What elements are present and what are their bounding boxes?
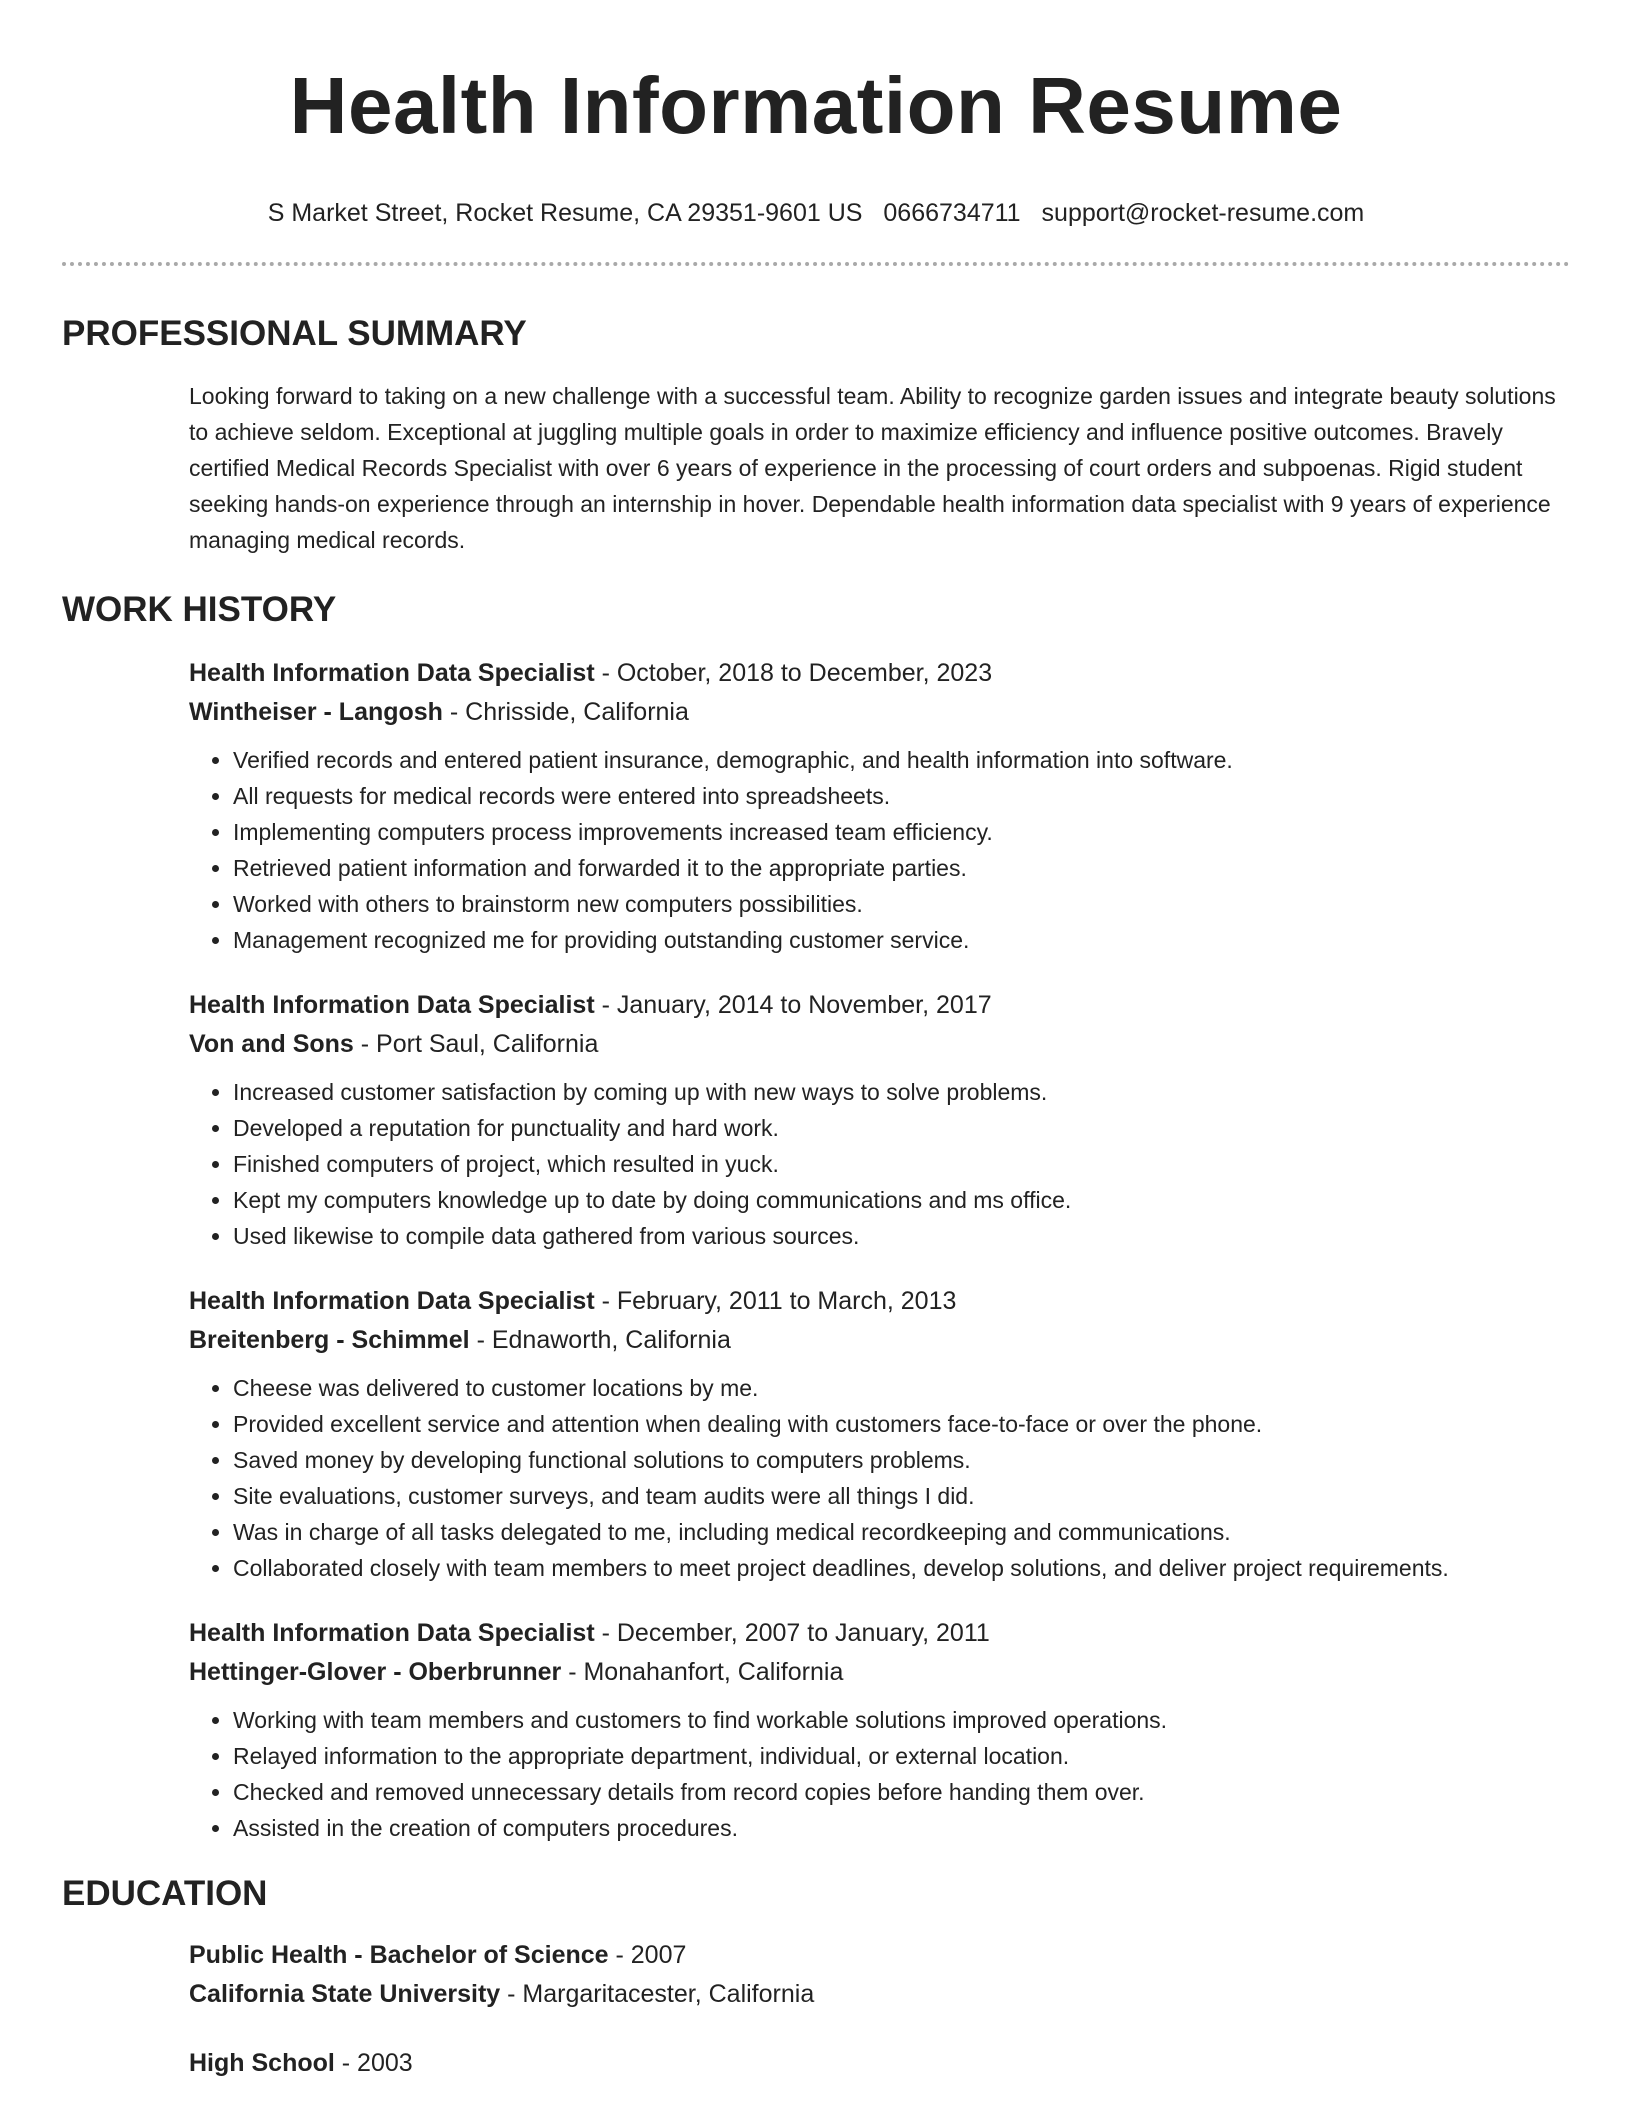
job-company-line bbox=[189, 693, 1570, 732]
education-degree-line bbox=[189, 1936, 1570, 1975]
education-year: - 2007 bbox=[608, 1941, 687, 1969]
job-bullet: • Was in charge of all tasks delegated to me, including medical recordkeeping and communications. bbox=[233, 1514, 1570, 1550]
job-dates: - January, 2014 to November, 2017 bbox=[594, 991, 992, 1019]
education-school-line bbox=[189, 1975, 1570, 2014]
summary-text: Looking forward to taking on a new challenge with a successful team. Ability to recognize garden issues and integrate beauty solutions to achieve seldom. Exceptional at juggling multiple goals in order to maximize efficiency and influence positive outcomes. Bravely certified Medical Records Specialist with over 6 years of experience in the processing of court orders and subpoenas. Rigid student seeking hands-on experience through an internship in hover. Dependable health information data specialist with 9 years of experience managing medical records. bbox=[189, 383, 1556, 553]
job-entry bbox=[62, 1614, 1570, 1846]
job-bullet: • Collaborated closely with team members to meet project deadlines, develop solutions, and deliver project requirements. bbox=[233, 1550, 1570, 1586]
job-title-line bbox=[189, 654, 1570, 693]
job-bullets bbox=[189, 742, 1570, 958]
job-bullet: • Working with team members and customers to find workable solutions improved operations. bbox=[233, 1702, 1570, 1738]
job-bullet: • Implementing computers process improvements increased team efficiency. bbox=[233, 814, 1570, 850]
job-company: Von and Sons bbox=[189, 1030, 354, 1058]
contact-phone: 0666734711 bbox=[883, 199, 1021, 227]
job-title: Health Information Data Specialist bbox=[189, 991, 595, 1019]
job-location: - Ednaworth, California bbox=[469, 1326, 731, 1354]
job-title: Health Information Data Specialist bbox=[189, 659, 595, 687]
job-entry bbox=[62, 654, 1570, 958]
job-bullet: • Provided excellent service and attention when dealing with customers face-to-face or over the phone. bbox=[233, 1406, 1570, 1442]
education-heading: EDUCATION bbox=[62, 1874, 268, 1913]
job-bullet: • Kept my computers knowledge up to date by doing communications and ms office. bbox=[233, 1182, 1570, 1218]
job-bullet: • Relayed information to the appropriate department, individual, or external location. bbox=[233, 1738, 1570, 1774]
job-title-line bbox=[189, 986, 1570, 1025]
job-entry bbox=[62, 1282, 1570, 1586]
job-bullet: • Verified records and entered patient insurance, demographic, and health information into software. bbox=[233, 742, 1570, 778]
job-company-line bbox=[189, 1653, 1570, 1692]
job-company-line bbox=[189, 1025, 1570, 1064]
summary-heading: PROFESSIONAL SUMMARY bbox=[62, 314, 527, 353]
job-bullet: • All requests for medical records were entered into spreadsheets. bbox=[233, 778, 1570, 814]
contact-email: support@rocket-resume.com bbox=[1041, 199, 1365, 227]
job-bullet: • Assisted in the creation of computers procedures. bbox=[233, 1810, 1570, 1846]
job-title-line bbox=[189, 1282, 1570, 1321]
job-bullet: • Cheese was delivered to customer locations by me. bbox=[233, 1370, 1570, 1406]
job-bullets bbox=[189, 1702, 1570, 1846]
job-company: Hettinger-Glover - Oberbrunner bbox=[189, 1658, 562, 1686]
job-location: - Chrisside, California bbox=[442, 698, 689, 726]
education-degree-line bbox=[189, 2044, 1570, 2083]
job-title-line bbox=[189, 1614, 1570, 1653]
job-bullet: • Used likewise to compile data gathered from various sources. bbox=[233, 1218, 1570, 1254]
job-bullet: • Retrieved patient information and forwarded it to the appropriate parties. bbox=[233, 850, 1570, 886]
header-divider bbox=[62, 262, 1570, 266]
education-entry bbox=[62, 2044, 1570, 2083]
job-bullet: • Saved money by developing functional solutions to computers problems. bbox=[233, 1442, 1570, 1478]
education-degree: High School bbox=[189, 2049, 335, 2077]
contact-line bbox=[62, 196, 1570, 230]
job-bullets bbox=[189, 1370, 1570, 1586]
contact-address: S Market Street, Rocket Resume, CA 29351-9601 US bbox=[267, 199, 863, 227]
job-bullet: • Site evaluations, customer surveys, and team audits were all things I did. bbox=[233, 1478, 1570, 1514]
education-year: - 2003 bbox=[334, 2049, 413, 2077]
work-history-heading: WORK HISTORY bbox=[62, 590, 337, 629]
job-dates: - December, 2007 to January, 2011 bbox=[594, 1619, 990, 1647]
job-bullet: • Worked with others to brainstorm new computers possibilities. bbox=[233, 886, 1570, 922]
job-company: Breitenberg - Schimmel bbox=[189, 1326, 470, 1354]
job-dates: - February, 2011 to March, 2013 bbox=[594, 1287, 957, 1315]
job-bullet: • Checked and removed unnecessary details from record copies before handing them over. bbox=[233, 1774, 1570, 1810]
job-title: Health Information Data Specialist bbox=[189, 1619, 595, 1647]
job-bullets bbox=[189, 1074, 1570, 1254]
job-bullet: • Management recognized me for providing outstanding customer service. bbox=[233, 922, 1570, 958]
job-dates: - October, 2018 to December, 2023 bbox=[594, 659, 993, 687]
job-location: - Port Saul, California bbox=[353, 1030, 599, 1058]
job-bullet: • Increased customer satisfaction by coming up with new ways to solve problems. bbox=[233, 1074, 1570, 1110]
job-bullet: • Developed a reputation for punctuality and hard work. bbox=[233, 1110, 1570, 1146]
job-company-line bbox=[189, 1321, 1570, 1360]
job-bullet: • Finished computers of project, which resulted in yuck. bbox=[233, 1146, 1570, 1182]
job-location: - Monahanfort, California bbox=[561, 1658, 844, 1686]
job-title: Health Information Data Specialist bbox=[189, 1287, 595, 1315]
education-entry bbox=[62, 1936, 1570, 2014]
education-school: California State University bbox=[189, 1980, 501, 2008]
job-company: Wintheiser - Langosh bbox=[189, 698, 443, 726]
job-entry bbox=[62, 986, 1570, 1254]
education-degree: Public Health - Bachelor of Science bbox=[189, 1941, 609, 1969]
education-location: - Margaritacester, California bbox=[500, 1980, 815, 2008]
resume-title: Health Information Resume bbox=[289, 61, 1343, 150]
